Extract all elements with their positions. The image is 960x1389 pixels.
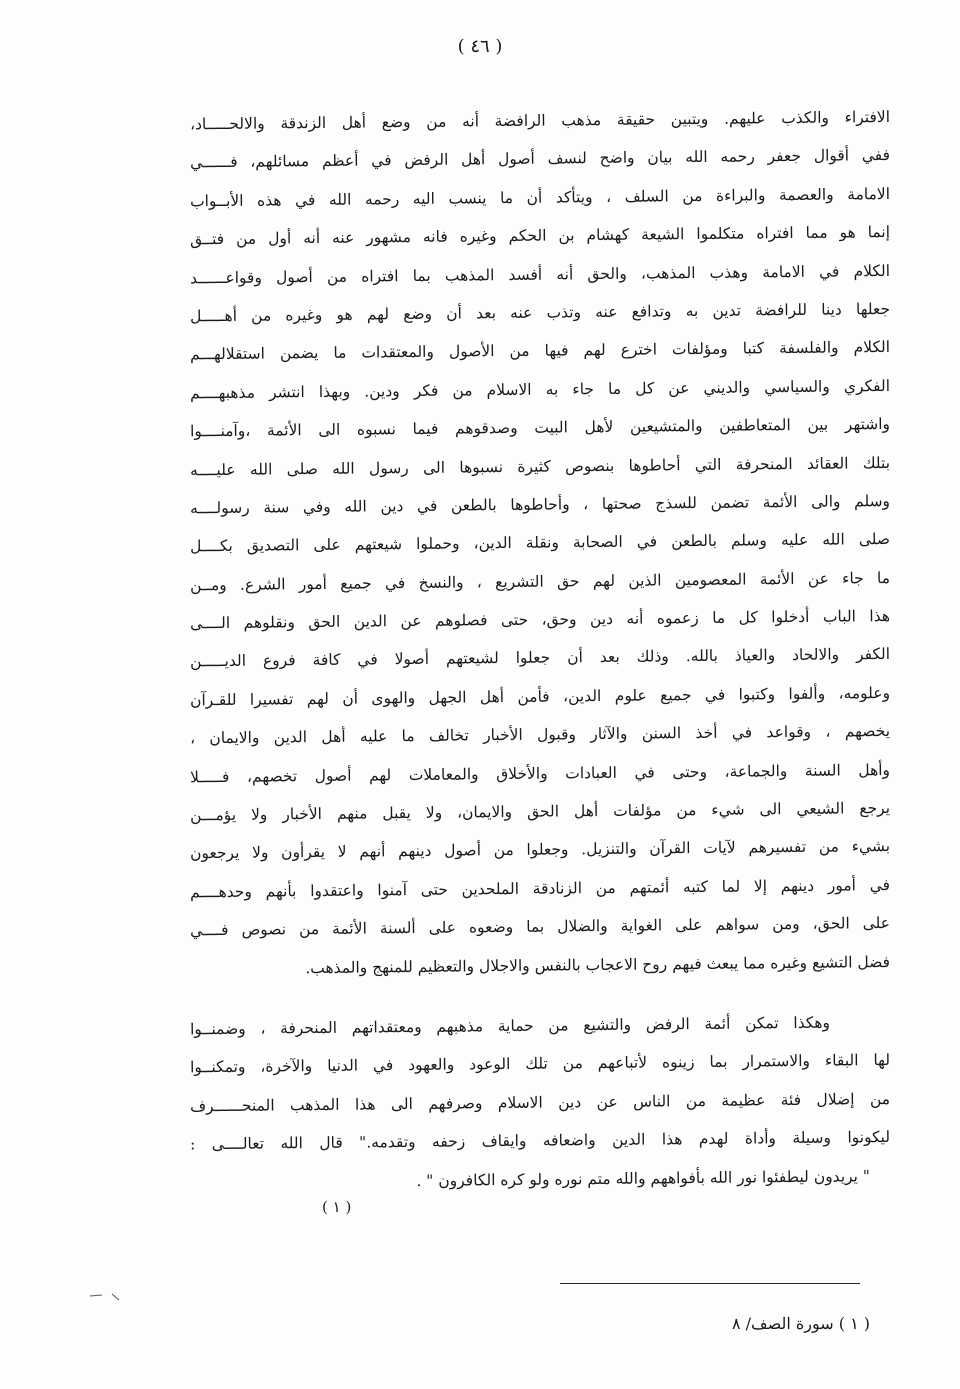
text-line: وأهل السنة والجماعة، وحتى في العبادات والأخلاق والمعاملات لهم أصول تخصهم، فـــــلا	[189, 760, 891, 786]
footnote: ( ١ ) سورة الصف/ ٨	[731, 1314, 870, 1333]
text-line: وهكذا تمكن أئمة الرفض والتشيع من حماية مذهبهم ومعتقداتهم المنحرفة ، وضمنــوا	[189, 1013, 831, 1039]
text-line: وعلومه، وألفوا وكتبوا في جميع علوم الدين، فأمن أهل الجهل والهوى أن لهم تفسيرا للقـرآن	[189, 683, 891, 710]
footnote-divider	[560, 1283, 860, 1284]
footnote-marker: ( ١ )	[322, 1198, 352, 1216]
body-text	[190, 98, 890, 1195]
text-line: في أمور دينهم إلا لما كتبه أئمتهم من الزنادقة الملحدين حتى آمنوا واعتقدوا بأنهم وحدهــــم	[189, 875, 891, 902]
page-number: ( ٤٦ )	[457, 36, 503, 57]
text-line: ففي أقوال جعفر رحمه الله بيان واضح لنسف أصول أهل الرفض في أعظم مسائلهم، فــــــي	[189, 146, 891, 172]
text-line: الامامة والعصمة والبراءة من السلف ، ويتأكد أن ما ينسب اليه رحمه الله في هذه الأبــواب	[189, 184, 891, 211]
text-line: وسلم والى الأئمة تضمن للسذج صحتها ، وأحاطوها بالطعن في دين الله وفي سنة رسولــــه	[189, 491, 891, 518]
text-line: ما جاء عن الأئمة المعصومين الذين لهم حق التشريع ، والنسخ في جميع أمور الشرع. ومــن	[189, 568, 891, 595]
text-line: صلى الله عليه وسلم بالطعن في الصحابة ونقلة الدين، وحملوا شيعتهم على التصديق بكــــل	[189, 530, 891, 556]
text-line: لها البقاء والاستمرار بما زينوه لأتباعهم من تلك الوعود والعهود في الدنيا والآخرة، وتمكنــوا	[189, 1051, 891, 1077]
text-line: الافتراء والكذب عليهم. ويتبين حقيقة مذهب الرافضة أنه من وضع أهل الزندقة والالحـــــاد،	[189, 108, 891, 134]
text-line: على الحق، ومن سواهم على الغواية والضلال بما وضعوه على ألسنة الأئمة من نصوص فــــي	[189, 914, 891, 940]
text-line: بشيء من تفسيرهم لآيات القرآن والتنزيل. وجعلوا من أصول دينهم أنهم لا يقرأون ولا يرجعون	[189, 837, 891, 863]
text-line: الكلام والفلسفة كتبا ومؤلفات اخترع لهم فيها من الأصول والمعتقدات ما يضمن استقلالهـــم	[189, 338, 891, 364]
text-line: ليكونوا وسيلة وأداة لهدم هذا الدين واضعافه وايقاف زحفه وتقدمه." قال الله تعالــــى :	[189, 1128, 891, 1154]
text-line: يخصهم ، وقواعد في أخذ السنن والآثار وقبول الأخبار تخالف ما عليه أهل الدين والايمان ،	[189, 722, 891, 748]
text-line: جعلها دينا للرافضة تدين به وتدافع عنه وتذب عنه بعد أن وضع لهم هو وغيره من أهـــــل	[189, 299, 891, 326]
text-line: بتلك العقائد المنحرفة التي أحاطوها بنصوص كثيرة نسبوها الى رسول الله صلى الله عليــــه	[189, 453, 891, 479]
text-line: واشتهر بين المتعاطفين والمتشيعين لأهل البيت وصدقوهم فيما نسبوه الى الأئمة ،وآمنــــوا	[189, 415, 891, 441]
text-line: إنما هو مما افتراه متكلموا الشيعة كهشام بن الحكم وغيره فانه مشهور عنه أنه أول من فتــق	[189, 223, 891, 249]
quran-verse: " يريدون ليطفئوا نور الله بأفواههم والله متم نوره ولو كره الكافرون " .	[416, 1166, 871, 1190]
text-line: من إضلال فئة عظيمة من الناس عن دين الاسلام وصرفهم الى هذا المذهب المنحــــــرف	[189, 1089, 891, 1116]
text-line: يرجع الشيعي الى شيء من مؤلفات أهل الحق والايمان، ولا يقبل منهم الأخبار ولا يؤمـــن	[189, 799, 891, 825]
text-line: هذا الباب أدخلوا كل ما زعموه أنه دين وحق، حتى فصلوهم عن الدين الحق ونقلوهم الــــى	[189, 607, 891, 633]
text-line: الفكري والسياسي والديني عن كل ما جاء به الاسلام من فكر ودين. وبهذا انتشر مذهبهــــم	[189, 376, 891, 403]
text-line: الكلام في الامامة وهذب المذهب، والحق أنه أفسد المذهب بما افتراه من أصول وقواعــــــد	[189, 261, 891, 287]
scan-artifact-mark	[90, 1292, 120, 1302]
text-line: فضل التشيع وغيره مما يبعث فيهم روح الاعجاب بالنفس والاجلال والتعظيم للمنهج والمذهب.	[305, 952, 891, 977]
text-line: الكفر والالحاد والعياذ بالله. وذلك بعد أن جعلوا لشيعتهم أصولا في كافة فروع الديـــــن	[189, 645, 891, 671]
